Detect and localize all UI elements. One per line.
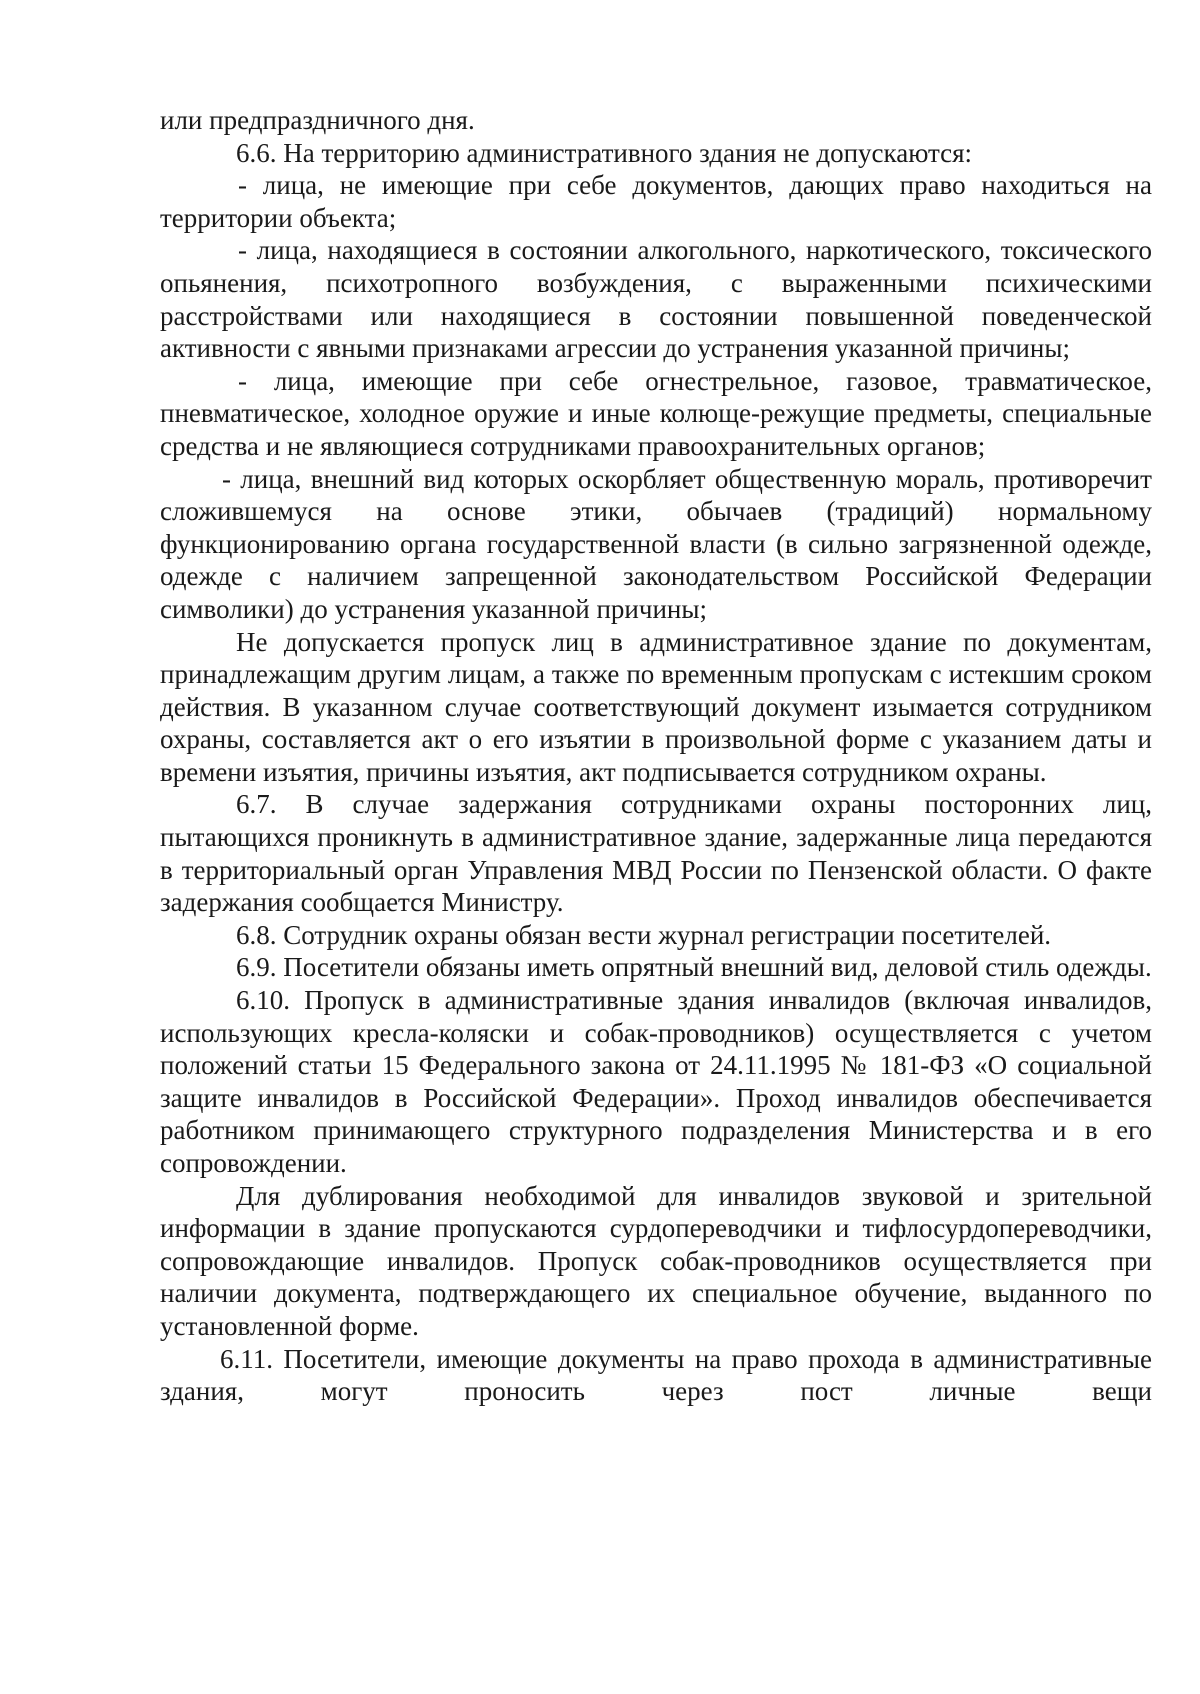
paragraph-6-11: 6.11. Посетители, имеющие документы на право прохода в административные здания, могут проносить через пост личные вещи (160, 1343, 1152, 1407)
paragraph-6-10: 6.10. Пропуск в административные здания инвалидов (включая инвалидов, использующих кресла-коляски и собак-проводников) осуществляется с учетом положений статьи 15 Федерального закона от 24.11.1995 № 181-ФЗ «О социальной защите инвалидов в Российской Федерации». Проход инвалидов обеспечивается работником принимающего структурного подразделения Министерства и в его сопровождении. (160, 985, 1152, 1178)
list-item-appearance: - лица, внешний вид которых оскорбляет общественную мораль, противоречит сложившемуся на основе этики, обычаев (традиций) нормальному функционированию органа государственной власти (в сильно загрязненной одежде, одежде с наличием запрещенной законодательством Российской Федерации символики) до устранения указанной причины; (160, 463, 1152, 624)
list-item-weapons: - лица, имеющие при себе огнестрельное, газовое, травматическое, пневматическое, холодное оружие и иные колюще-режущие предметы, специальные средства и не являющиеся сотрудниками правоохранительных органов; (160, 365, 1152, 461)
paragraph-6-7: 6.7. В случае задержания сотрудниками охраны посторонних лиц, пытающихся проникнуть в административное здание, задержанные лица передаются в территориальный орган Управления МВД России по Пензенской области. О факте задержания сообщается Министру. (160, 789, 1152, 918)
list-item-intoxicated: - лица, находящиеся в состоянии алкогольного, наркотического, токсического опьянения, психотропного возбуждения, с выраженными психическими расстройствами или находящиеся в состоянии повышенной поведенческой активности с явными признаками агрессии до устранения указанной причины; (160, 235, 1152, 364)
paragraph-interpreters: Для дублирования необходимой для инвалидов звуковой и зрительной информации в здание пропускаются сурдопереводчики и тифлосурдопереводчики, сопровождающие инвалидов. Пропуск собак-проводников осуществляется при наличии документа, подтверждающего их специальное обучение, выданного по установленной форме. (160, 1180, 1152, 1341)
paragraph-6-9: 6.9. Посетители обязаны иметь опрятный внешний вид, деловой стиль одежды. (236, 952, 1152, 983)
paragraph-continuation: или предпраздничного дня. (160, 105, 475, 135)
paragraph-document-seizure: Не допускается пропуск лиц в административное здание по документам, принадлежащим другим лицам, а также по временным пропускам с истекшим сроком действия. В указанном случае соответствующий документ изымается сотрудником охраны, составляется акт о его изъятии в произвольной форме с указанием даты и времени изъятия, причины изъятия, акт подписывается сотрудником охраны. (160, 626, 1152, 787)
paragraph-6-8: 6.8. Сотрудник охраны обязан вести журнал регистрации посетителей. (236, 919, 1052, 950)
list-item-no-documents: - лица, не имеющие при себе документов, дающих право находиться на территории объекта; (160, 170, 1152, 233)
paragraph-6-6: 6.6. На территорию административного здания не допускаются: (236, 137, 973, 168)
document-body (160, 104, 1152, 1408)
